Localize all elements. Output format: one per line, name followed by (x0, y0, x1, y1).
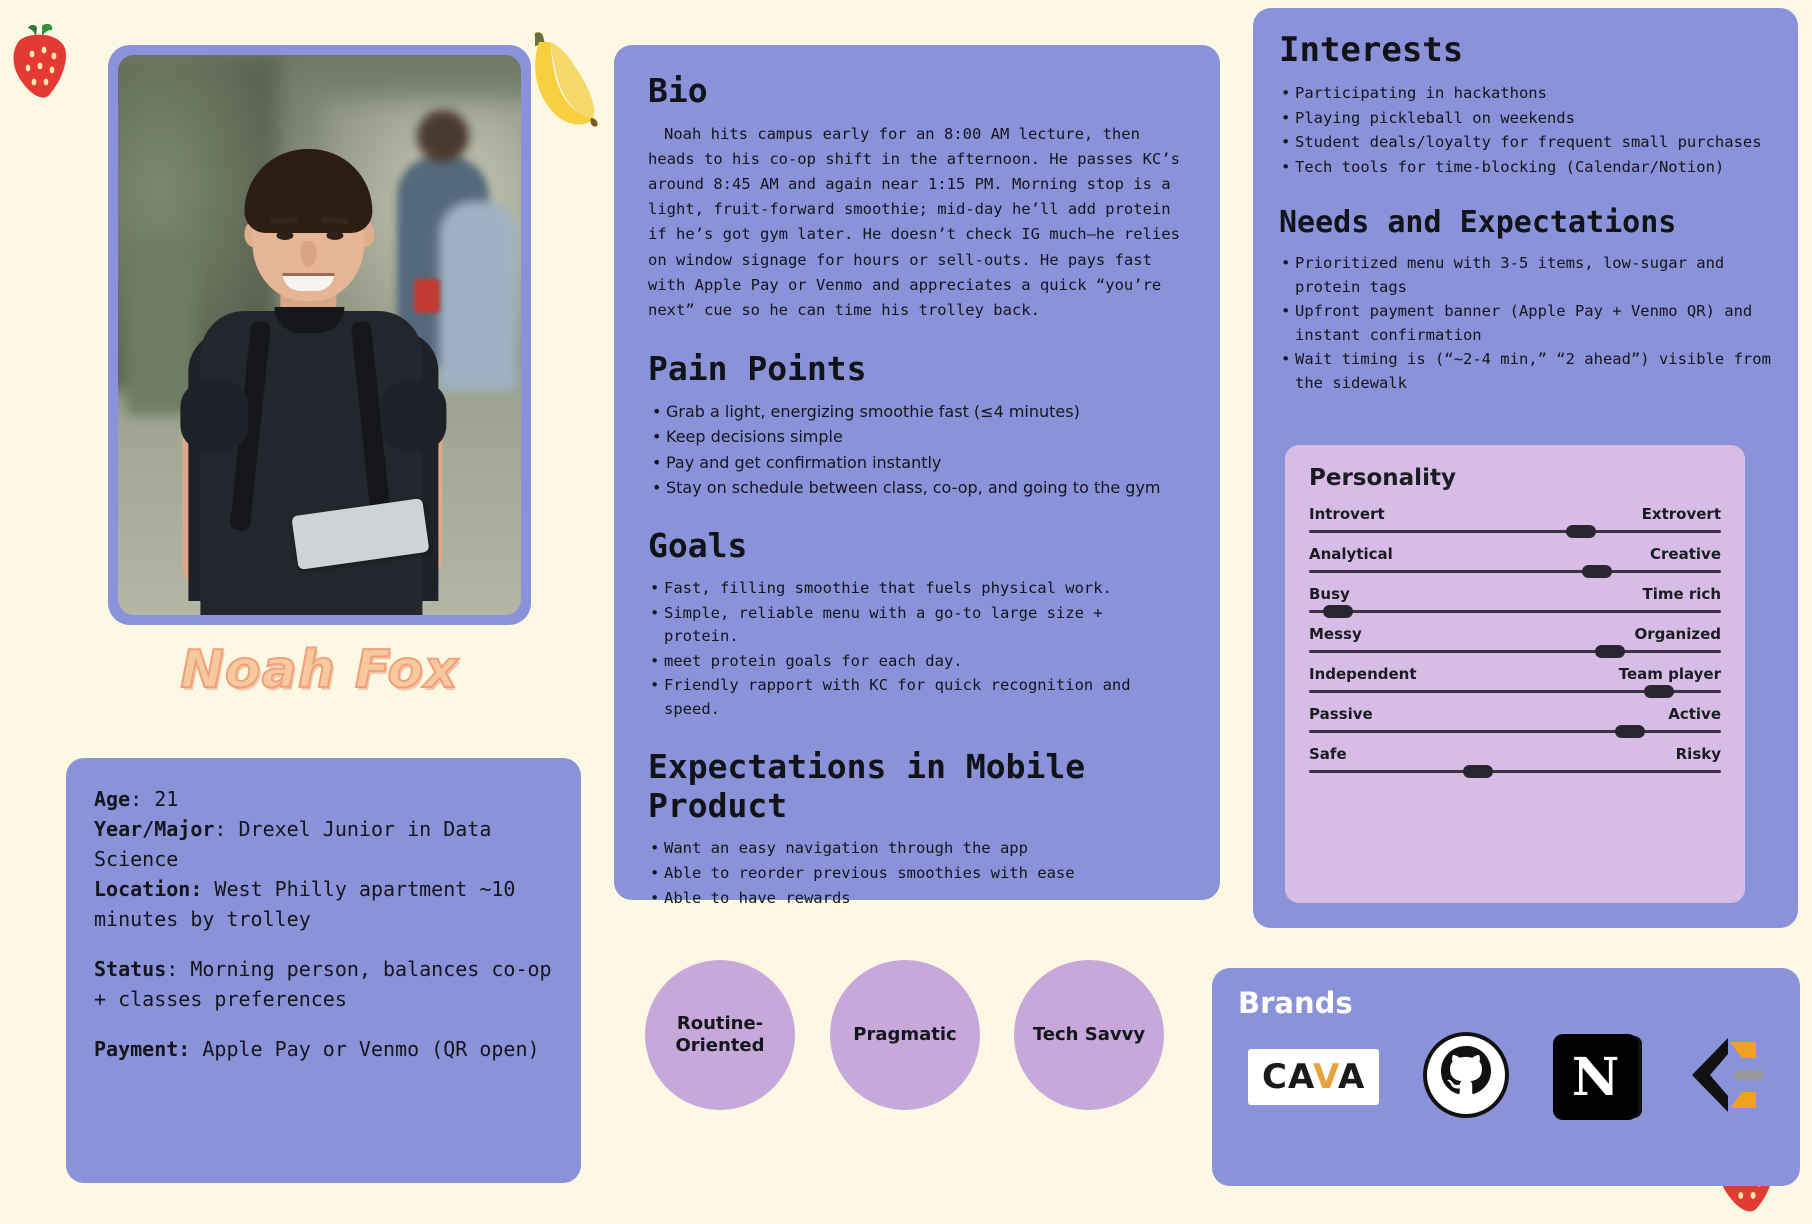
detail-year-label: Year/Major (94, 817, 215, 841)
scale-right-label: Active (1668, 705, 1721, 723)
list-item: • Tech tools for time-blocking (Calendar/Notion) (1279, 156, 1772, 180)
personality-slider-knob[interactable] (1323, 605, 1353, 618)
scale-left-label: Analytical (1309, 545, 1393, 563)
personality-slider-knob[interactable] (1463, 765, 1493, 778)
detail-location-label: Location: (94, 877, 203, 901)
detail-payment-value: Apple Pay or Venmo (QR open) (202, 1037, 540, 1061)
list-item: • Able to reorder previous smoothies with ease (648, 862, 1186, 886)
detail-age: Age: 21 Year/Major: Drexel Junior in Data Science Location: West Philly apartment ~10 minutes by trolley (94, 787, 516, 931)
personality-row-safe-risky (1309, 745, 1721, 773)
personality-heading: Personality (1309, 465, 1456, 491)
detail-payment-label: Payment: (94, 1037, 191, 1061)
detail-payment (94, 1034, 553, 1064)
list-item: • Keep decisions simple (648, 425, 1186, 449)
list-item: • Upfront payment banner (Apple Pay + Venmo QR) and instant confirmation (1279, 300, 1772, 347)
brands-card (1212, 968, 1800, 1186)
goals-heading: Goals (648, 526, 748, 566)
scale-left-label: Messy (1309, 625, 1362, 643)
needs-list (1279, 252, 1772, 395)
scale-right-label: Creative (1650, 545, 1721, 563)
list-item: • Fast, filling smoothie that fuels physical work. (648, 577, 1186, 601)
personality-slider-track[interactable] (1309, 770, 1721, 773)
brands-heading: Brands (1238, 986, 1353, 1020)
personality-panel (1285, 445, 1745, 903)
personality-slider-knob[interactable] (1595, 645, 1625, 658)
persona-details-card (66, 758, 581, 1183)
scale-left-label: Busy (1309, 585, 1350, 603)
trait-badge-tech-savvy: Tech Savvy (1014, 960, 1164, 1110)
cengage-logo (1682, 1032, 1774, 1122)
needs-heading: Needs and Expectations (1279, 205, 1677, 241)
list-item: • Friendly rapport with KC for quick recognition and speed. (648, 674, 1186, 721)
list-item: • Able to have rewards (648, 887, 1186, 911)
scale-right-label: Organized (1634, 625, 1721, 643)
expectations-heading: Expectations in Mobile Product (648, 747, 1086, 826)
github-logo (1423, 1032, 1509, 1122)
personality-slider-track[interactable] (1309, 730, 1721, 733)
personality-slider-knob[interactable] (1615, 725, 1645, 738)
goals-list (648, 577, 1186, 721)
bio-heading: Bio (648, 71, 708, 110)
strawberry-icon (6, 22, 80, 104)
personality-row-analytical-creative (1309, 545, 1721, 573)
personality-row-busy-timerich (1309, 585, 1721, 613)
interests-list (1279, 82, 1772, 179)
list-item: • Student deals/loyalty for frequent small purchases (1279, 131, 1772, 155)
detail-location-value: West Philly apartment ~10 minutes by trolley (94, 877, 516, 931)
list-item: • Simple, reliable menu with a go-to large size + protein. (648, 602, 1186, 649)
list-item: • Want an easy navigation through the app (648, 837, 1186, 861)
expectations-list (648, 837, 1186, 910)
list-item: • Playing pickleball on weekends (1279, 107, 1772, 131)
personality-slider-knob[interactable] (1644, 685, 1674, 698)
detail-age-label: Age (94, 787, 131, 811)
list-item: • Wait timing is (“~2-4 min,” “2 ahead”) visible from the sidewalk (1279, 348, 1772, 395)
trait-badge-routine-oriented: Routine-Oriented (645, 960, 795, 1110)
personality-slider-knob[interactable] (1582, 565, 1612, 578)
scale-left-label: Introvert (1309, 505, 1385, 523)
scale-right-label: Extrovert (1641, 505, 1721, 523)
bio-text: Noah hits campus early for an 8:00 AM lecture, then heads to his co-op shift in the afternoon. He passes KC’s around 8:45 AM and again near 1:15 PM. Morning stop is a light, fruit-forward smoothie; mid-day he’ll add protein if he’s got gym later. He doesn’t check IG much—he relies on window signage for hours or sell-outs. He pays fast with Apple Pay or Venmo and appreciates a quick “you’re next” cue so he can time his trolley back. (648, 125, 1180, 319)
personality-slider-track[interactable] (1309, 610, 1721, 613)
notion-logo: N (1553, 1034, 1638, 1120)
personality-slider-track[interactable] (1309, 690, 1721, 693)
personality-slider-track[interactable] (1309, 650, 1721, 653)
scale-right-label: Risky (1675, 745, 1721, 763)
list-item: • Stay on schedule between class, co-op, and going to the gym (648, 476, 1186, 500)
list-item: • Pay and get confirmation instantly (648, 451, 1186, 475)
detail-status: Status: Morning person, balances co-op + classes preferences (94, 957, 552, 1011)
cava-logo: CAVA (1248, 1049, 1379, 1105)
personality-slider-track[interactable] (1309, 570, 1721, 573)
scale-right-label: Time rich (1642, 585, 1721, 603)
personality-row-introvert-extrovert (1309, 505, 1721, 533)
persona-main-card (614, 45, 1220, 907)
persona-photo-frame (108, 45, 531, 625)
trait-badge-pragmatic: Pragmatic (830, 960, 980, 1110)
detail-status-value: Morning person, balances co-op + classes preferences (94, 957, 552, 1011)
pain-points-list (648, 400, 1186, 500)
personality-row-independent-teamplayer (1309, 665, 1721, 693)
list-item: • Participating in hackathons (1279, 82, 1772, 106)
personality-slider-knob[interactable] (1566, 525, 1596, 538)
pain-points-heading: Pain Points (648, 348, 867, 388)
list-item: • Grab a light, energizing smoothie fast (≤4 minutes) (648, 400, 1186, 424)
persona-name: Noah Fox (180, 640, 459, 700)
personality-row-passive-active (1309, 705, 1721, 733)
detail-status-label: Status (94, 957, 167, 981)
interests-heading: Interests (1279, 30, 1464, 70)
scale-left-label: Safe (1309, 745, 1347, 763)
detail-year-value: Drexel Junior in Data Science (94, 817, 492, 871)
scale-left-label: Independent (1309, 665, 1417, 683)
personality-slider-track[interactable] (1309, 530, 1721, 533)
list-item: • meet protein goals for each day. (648, 650, 1186, 674)
scale-right-label: Team player (1618, 665, 1721, 683)
detail-age-value: 21 (154, 787, 179, 811)
list-item: • Prioritized menu with 3-5 items, low-sugar and protein tags (1279, 252, 1772, 299)
personality-row-messy-organized (1309, 625, 1721, 653)
scale-left-label: Passive (1309, 705, 1373, 723)
persona-photo (118, 55, 521, 615)
